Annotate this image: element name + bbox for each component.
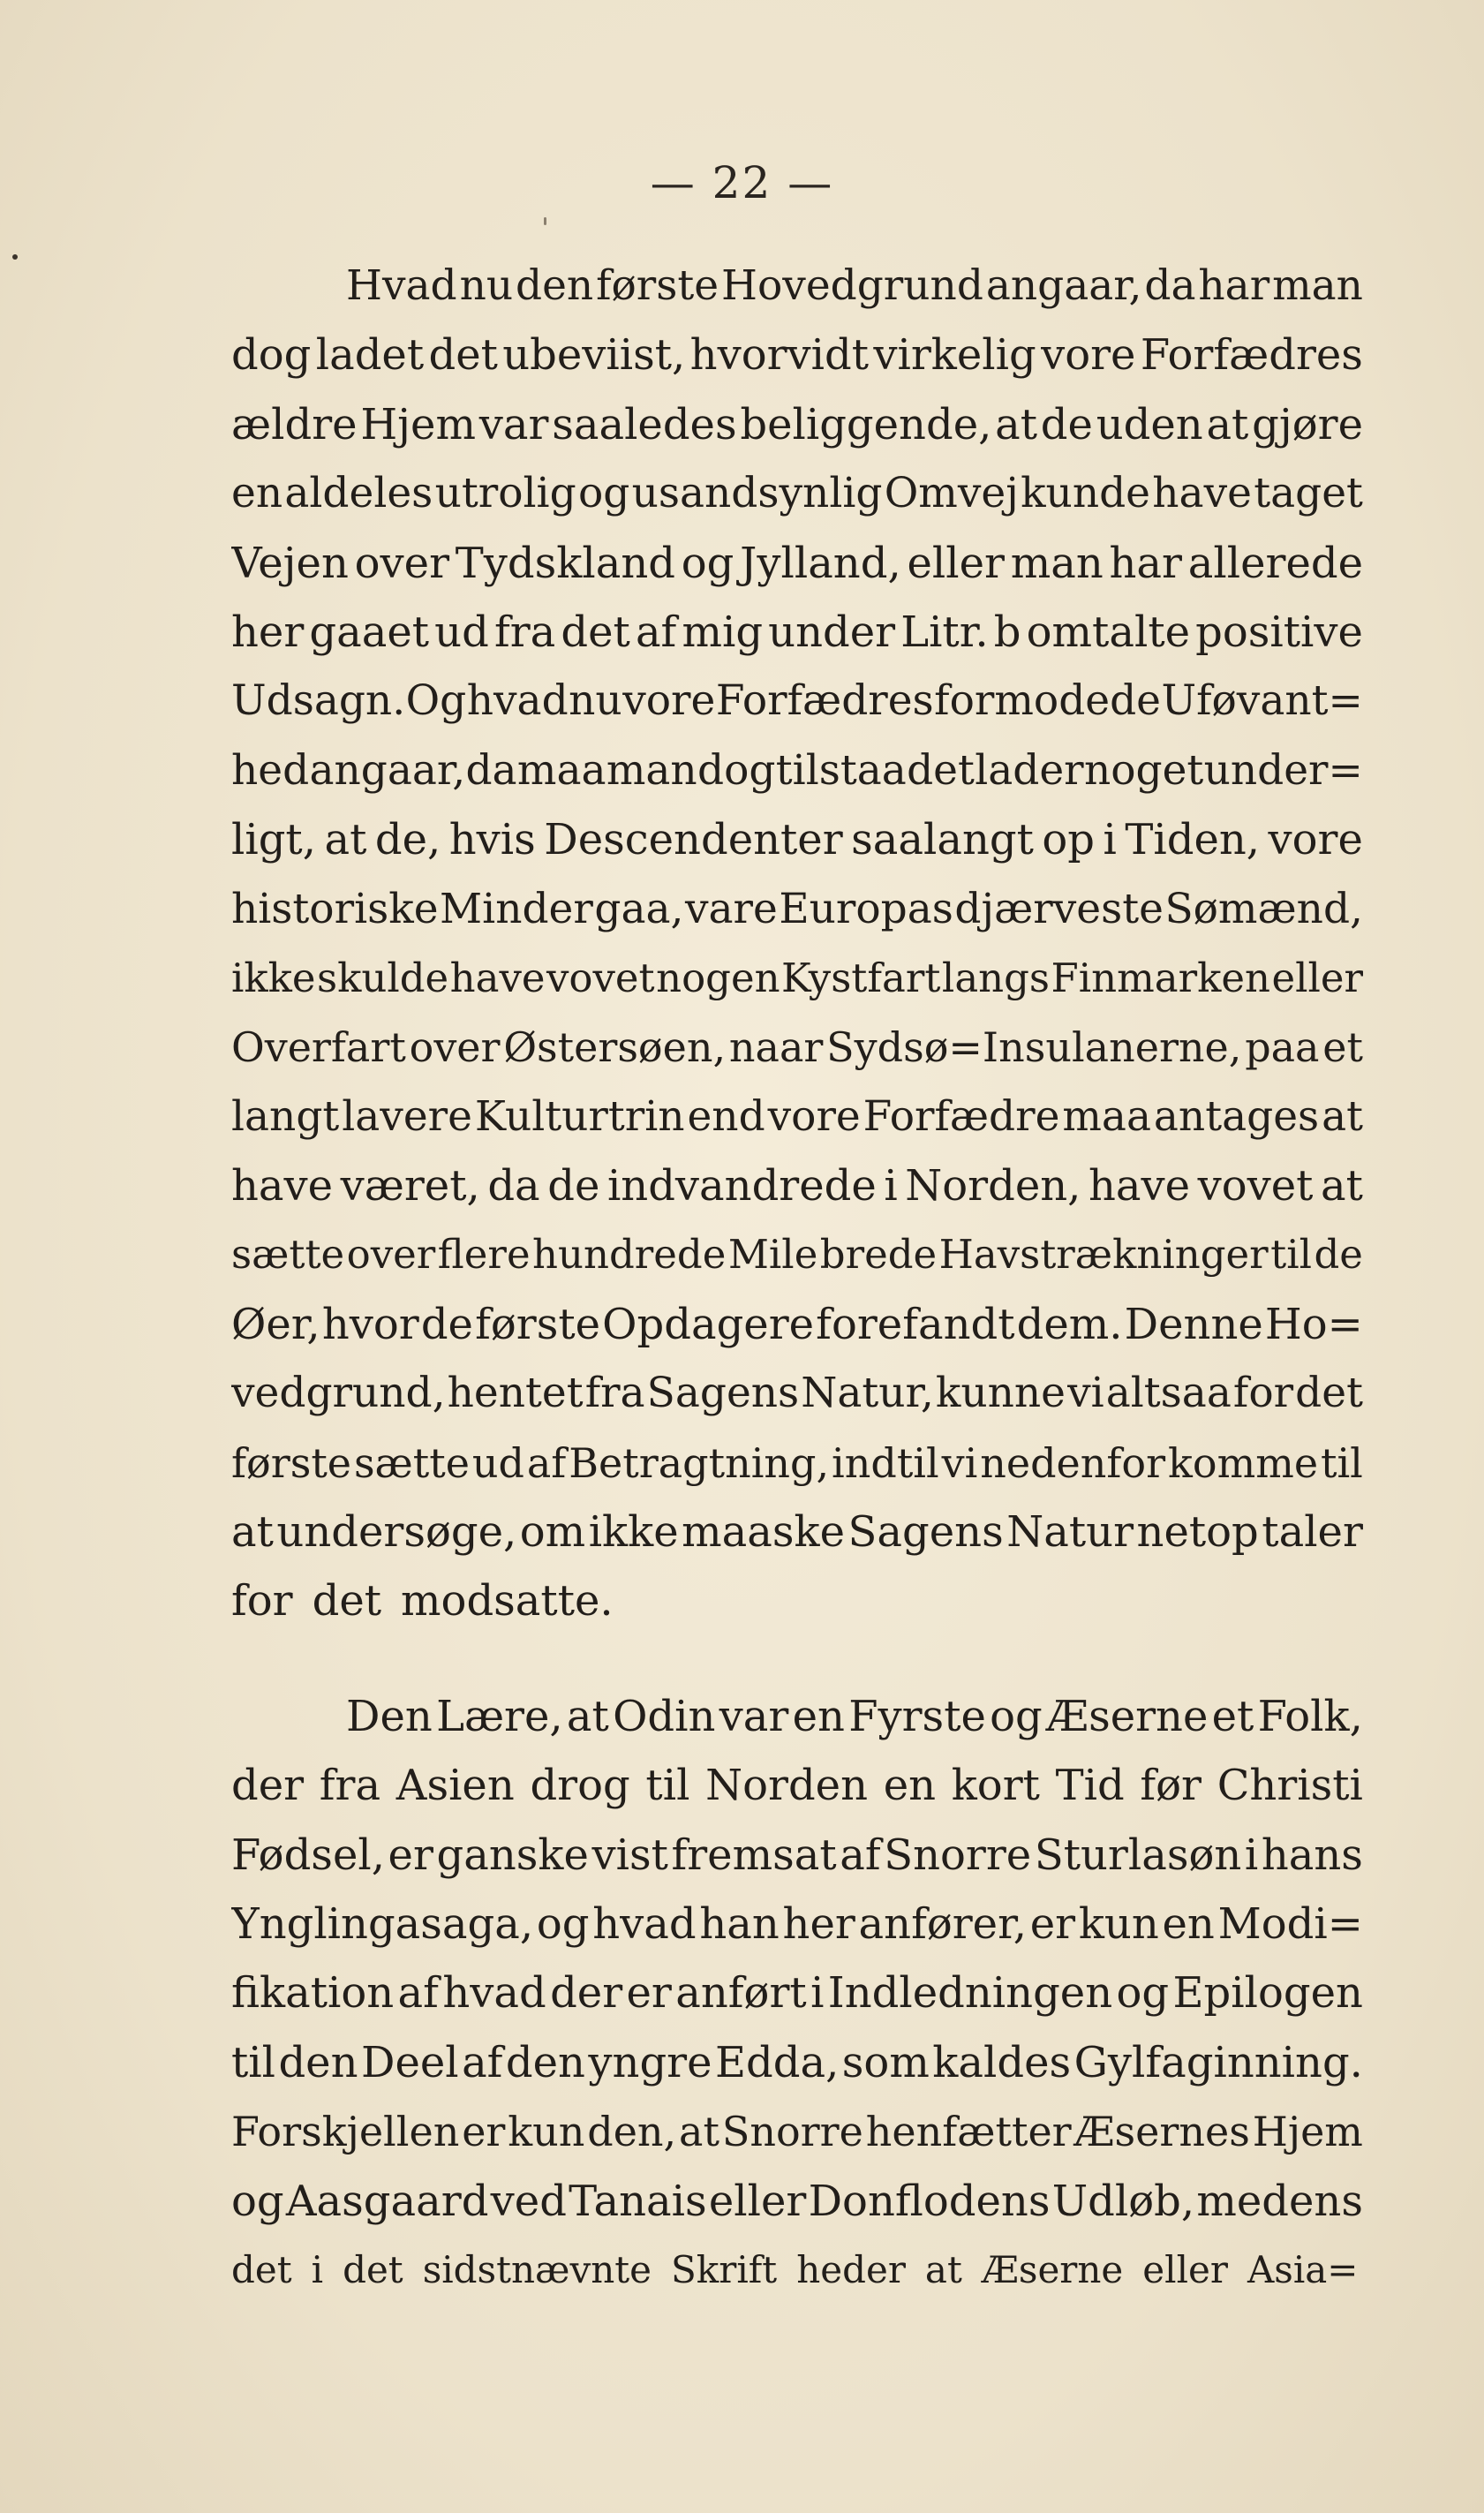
paragraph: [231, 252, 1363, 1636]
text-line: hed angaar, da maa man dog tilstaa det lader noget under=: [231, 745, 1363, 795]
text-line: have været, da de indvandrede i Norden, have vovet at: [231, 1161, 1363, 1211]
text-line: historiske Minder gaa, vare Europas djærveste Sømænd,: [231, 884, 1363, 933]
text-line: at undersøge, om ikke maaske Sagens Natur netop taler: [231, 1507, 1363, 1558]
text-line: første sætte ud af Betragtning, indtil vi nedenfor komme til: [231, 1438, 1363, 1487]
text-line: langt lavere Kulturtrin end vore Forfædre maa antages at: [231, 1091, 1363, 1141]
text-line: vedgrund, hentet fra Sagens Natur, kunne vi altsaa for det: [231, 1369, 1363, 1418]
text-line: for det modsatte.: [231, 1576, 614, 1626]
text-line: ligt, at de, hvis Descendenter saalangt op i Tiden, vore: [231, 815, 1363, 865]
text-line: her gaaet ud fra det af mig under Litr. b omtalte positive: [231, 607, 1363, 657]
text-line: Øer, hvor de første Opdagere forefandt dem. Denne Ho=: [231, 1299, 1363, 1349]
text-line: dog ladet det ubeviist, hvorvidt virkelig vore Forfædres: [231, 330, 1363, 381]
text-line: Overfart over Østersøen, naar Sydsø=Insulanerne, paa et: [231, 1023, 1363, 1072]
text-line: en aldeles utrolig og usandsynlig Omvej kunde have taget: [231, 469, 1363, 518]
text-line: Ynglingasaga, og hvad han her anfører, er kun en Modi=: [231, 1898, 1363, 1949]
text-line: Vejen over Tydskland og Jylland, eller man har allerede: [231, 538, 1363, 588]
body-text: [231, 252, 1363, 2305]
ink-speck: [12, 254, 18, 260]
text-line: det i det sidstnævnte Skrift heder at Æserne eller Asia=: [231, 2247, 1359, 2291]
text-line: ældre Hjem var saaledes beliggende, at de uden at gjøre: [231, 399, 1363, 449]
ink-speck: [544, 217, 546, 225]
text-line: der fra Asien drog til Norden en kort Tid før Christi: [231, 1761, 1363, 1811]
paragraph: [231, 1682, 1363, 2305]
page-number: — 22 —: [650, 157, 834, 208]
paragraph-gap: [231, 1636, 1363, 1682]
text-line: til den Deel af den yngre Edda, som kaldes Gylfaginning.: [231, 2037, 1363, 2087]
text-line: Den Lære, at Odin var en Fyrste og Æserne et Folk,: [346, 1691, 1363, 1741]
text-line: Fødsel, er ganske vist fremsat af Snorre Sturlasøn i hans: [231, 1830, 1363, 1880]
text-line: Udsagn. Og hvad nu vore Forfædres formodede Uføvant=: [231, 676, 1363, 726]
text-line: og Aasgaard ved Tanais eller Donflodens Udløb, medens: [231, 2176, 1363, 2226]
text-line: sætte over flere hundrede Mile brede Havstrækninger til de: [231, 1231, 1363, 1279]
text-line: Hvad nu den første Hovedgrund angaar, da har man: [346, 261, 1363, 310]
text-line: Forskjellen er kun den, at Snorre henfætter Æsernes Hjem: [231, 2108, 1363, 2156]
text-line: ikke skulde have vovet nogen Kystfart langs Finmarken eller: [231, 954, 1363, 1001]
text-line: fikation af hvad der er anført i Indledningen og Epilogen: [231, 1968, 1363, 2019]
